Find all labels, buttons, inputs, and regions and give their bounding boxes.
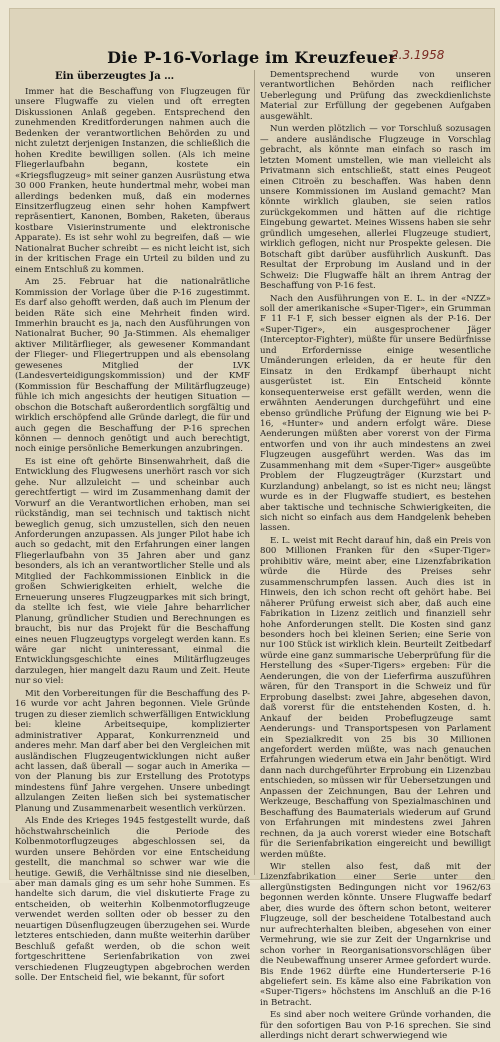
paragraph: Mit den Vorbereitungen für die Beschaffung des P-16 wurde vor acht Jahren begonnen. Viele Gründe trugen zu dieser ziemlich schwerfälligen Entwicklung bei: kleine Arbeitsequipe, komplizierter administrativer Apparat, Konkurrenzneid und anderes mehr. Man darf aber bei den Vergleichen mit ausländischen Flugzeugentwicklungen nicht außer acht lassen, daß überall — sogar auch in Amerika — von der Planung bis zur Erstellung des Prototyps mindestens fünf Jahre vergehen. Unsere unbedingt allzulangen Zeiten ließen sich bei systematischer Planung und Zusammenarbeit wesentlich verkürzen.	[15, 688, 250, 814]
paragraph: Es sind aber noch weitere Gründe vorhanden, die für den sofortigen Bau von P-16 sprechen. Sie sind allerdings nicht derart schwerwiegend wie	[260, 1010, 491, 1042]
paragraph: Wir stellen also fest, daß mit der Lizenzfabrikation einer Serie unter den allergünstigsten Bedingungen nicht vor 1962/63 begonnen werden könnte. Unsere Flugwaffe bedarf aber, dies wurde des öftern schon betont, weiterer Flugzeuge, soll der bescheidene Totalbestand auch nur aufrechterhalten bleiben, abgesehen von einer Vermehrung, wie sie zur Zeit der Ungarnkrise und schon vorher in Reorganisationsvorschlägen über die Neubewaffnung unserer Armee gefordert wurde. Bis Ende 1962 dürfte eine Hunderterserie P-16 abgeliefert sein. Es käme also eine Fabrikation von «Super-Tigers» höchstens im Anschluß an die P-16 in Betracht.	[260, 861, 491, 1008]
column-divider	[254, 70, 255, 875]
article-headline: Die P-16-Vorlage im Kreuzfeuer	[107, 48, 397, 67]
paragraph: Nach den Ausführungen von E. L. in der «NZZ» soll der amerikanische «Super-Tiger», ein Grumman F 11 F-1 F, sich besser eignen als der P-16. Der «Super-Tiger», ein ausgesprochener Jäger (Interceptor-Fighter), müßte für unsere Bedürfnisse und Erfordernisse einige wesentliche Umänderungen erleiden, da er heute für den Einsatz in den Erdkampf überhaupt nicht ausgerüstet ist. Ein Entscheid könnte konsequenterweise erst gefällt werden, wenn die erwähnten Aenderungen durchgeführt und eine ebenso gründliche Prüfung der Eignung wie bei P-16, «Hunter» und andern erfolgt wäre. Diese Aenderungen müßten aber vorerst von der Firma entworfen und von ihr auch mindestens an zwei Flugzeugen ausgeführt werden. Was das im Zusammenhang mit dem «Super-Tiger» ausgeübte Problem der Flugzeugträger (Kurzstart und Kurzlandung) anbelangt, so ist es nicht neu; längst wurde es in der Flugwaffe studiert, es bestehen aber taktische und technische Schwierigkeiten, die sich nicht so einfach aus dem Handgelenk beheben lassen.	[260, 293, 491, 534]
paragraph: E. L. weist mit Recht darauf hin, daß ein Preis von 800 Millionen Franken für den «Super-Tiger» prohibitiv wäre, meint aber, eine Lizenzfabrikation würde die Hürde des Preises sehr zusammenschrumpfen lassen. Auch dies ist in Hinweis, den ich schon recht oft gehört habe. Bei näherer Prüfung erweist sich aber, daß auch eine Fabrikation in Lizenz zeitlich und finanziell sehr hohe Anforderungen stellt. Die Kosten sind ganz besonders hoch bei kleinen Serien; eine Serie von nur 100 Stück ist wirklich klein. Beurteilt Zeitbedarf würde eine ganz summarische Ueberprüfung für die Herstellung des «Super-Tigers» ergeben: Für die Aenderungen, die von der Lieferfirma auszuführen wären, für den Transport in die Schweiz und für Erprobung daselbst: zwei Jahre, abgesehen davon, daß vorerst für die entstehenden Kosten, d. h. Ankauf der beiden Probeflugzeuge samt Aenderungs- und Transportspesen von Parlament ein Spezialkredit von 25 bis 30 Millionen angefordert werden müßte, was nach genauchen Erfahrungen wiederum etwa ein Jahr benötigt. Wird dann nach durchgeführter Erprobung ein Lizenzbau entschieden, so müssen wir für Uebersetzungen und Anpassen der Zeichnungen, Bau der Lehren und Werkzeuge, Beschaffung von Spezialmaschinen und Beschaffung des Baumaterials wiederum auf Grund von Erfahrungen mit mindestens zwei Jahren rechnen, da ja auch vorerst wieder eine Botschaft für die Serienfabrikation eingereicht und bewilligt werden müßte.	[260, 535, 491, 860]
paragraph: Nun werden plötzlich — vor Torschluß sozusagen — andere ausländische Flugzeuge in Vorschlag gebracht, als könnte man einfach so rasch im letzten Moment umstellen, wie man vielleicht als Privatmann sich entschließt, statt eines Peugeot einen Citroën zu beschaffen. Was haben denn unsere Kommissionen im Ausland gemacht? Man könnte wirklich glauben, sie seien ratlos zurückgekommen und hätten auf die richtige Eingebung gewartet. Meines Wissens haben sie sehr gründlich umgesehen, allerlei Flugzeuge studiert, wirklich geflogen, nicht nur Prospekte gelesen. Die Botschaft gibt darüber ausführlich Auskunft. Das Resultat der Erprobung im Ausland und in der Schweiz: Die Flugwaffe hält an ihrem Antrag der Beschaffung von P-16 fest.	[260, 124, 491, 292]
handwritten-date: 2.3.1958	[391, 48, 445, 62]
right-column	[260, 70, 491, 1042]
paragraph: Am 25. Februar hat die nationalrätliche Kommission der Vorlage über die P-16 zugestimmt. Es darf also gehofft werden, daß auch im Plenum der beiden Räte sich eine Mehrheit finden wird. Immerhin braucht es ja, nach den Ausführungen von Nationalrat Bucher, 90 Ja-Stimmen. Als ehemaliger aktiver Militärflieger, als gewesener Kommandant der Flieger- und Fliegertruppen und als ebensolang gewesenes Mitglied der LVK (Landesverteidigungskommission) und der KMF (Kommission für Beschaffung der Militärflugzeuge) fühle ich mich angesichts der heutigen Situation — obschon die Botschaft außerordentlich sorgfältig und wirklich erschöpfend alle Gründe darlegt, die für und auch gegen die Beschaffung der P-16 sprechen können — dennoch genötigt und auch berechtigt, noch einige persönliche Bemerkungen anzubringen.	[15, 277, 250, 455]
article-subhead: Ein überzeugtes Ja …	[55, 71, 175, 82]
newspaper-clipping	[9, 8, 495, 1042]
paragraph: Als Ende des Krieges 1945 festgestellt wurde, daß höchstwahrscheinlich die Periode des Kolbenmotorflugzeuges abgeschlossen sei, da wurden unsere Behörden vor eine Entscheidung gestellt, die manchmal so schwer war wie die heutige. Gewiß, die Verhältnisse sind nie dieselben, aber man damals ging es um sehr hohe Summen. Es handelte sich darum, die viel diskutierte Frage zu entscheiden, ob weiterhin Kolbenmotorflugzeuge verwendet werden sollten oder ob besser zu den neuartigen Düsenflugzeugen überzugehen sei. Wurde letzteres entschieden, dann mußte weiterhin darüber Beschluß gefaßt werden, ob die schon weit fortgeschrittene Serienfabrikation von zwei verschiedenen Flugzeugtypen abgebrochen werden solle. Der Entscheid fiel, wie bekannt, für sofort	[15, 816, 250, 984]
paragraph: Immer hat die Beschaffung von Flugzeugen für unsere Flugwaffe zu vielen und oft erregten Diskussionen Anlaß gegeben. Entsprechend den zunehmenden Kreditforderungen nahmen auch die Bedenken der verantwortlichen Behörden zu und nicht zuletzt derjenigen Instanzen, die schließlich die hohen Kredite bewilligen sollen. (Als ich meine Fliegerlaufbahn begann, kostete ein «Kriegsflugzeug» mit seiner ganzen Ausrüstung etwa 30 000 Franken, heute hundertmal mehr, wobei man allerdings bedenken muß, daß ein modernes Einsitzerflugzeug einen sehr hohen Kampfwert repräsentiert, Kanonen, Bomben, Raketen, überaus kostbare Visierinstrumente und elektronische Apparate). Es ist sehr wohl zu begreifen, daß — wie Nationalrat Bucher schreibt — es nicht leicht ist, sich in der kritischen Frage ein Urteil zu bilden und zu einem Entschluß zu kommen.	[15, 87, 250, 275]
left-column	[15, 70, 250, 984]
paragraph: Dementsprechend wurde von unseren verantwortlichen Behörden nach reiflicher Ueberlegung und Prüfung das zweckdienlichste Material zur Erfüllung der gegebenen Aufgaben ausgewählt.	[260, 70, 491, 122]
paragraph: Es ist eine oft gehörte Binsenwahrheit, daß die Entwicklung des Flugwesens unerhört rasch vor sich gehe. Nur allzuleicht — und scheinbar auch gerechtfertigt — wird im Zusammenhang damit der Vorwurf an die Verantwortlichen erhoben, man sei rückständig, man sei technisch und taktisch nicht beweglich genug, sich umzustellen, sich den neuen Anforderungen anzupassen. Als junger Pilot habe ich auch so gedacht, mit den Erfahrungen einer langen Fliegerlaufbahn von 35 Jahren aber und ganz besonders, als ich an verantwortlicher Stelle und als Mitglied der Fachkommissionen Einblick in die großen Schwierigkeiten erhielt, welche die Erneuerung unseres Flugzeugparkes mit sich bringt, da stellte ich fest, wie viele Jahre beharrlicher Planung, gründlicher Studien und Berechnungen es braucht, bis nur das Projekt für die Beschaffung eines neuen Flugzeugtyps vorgelegt werden kann. Es wäre gar nicht uninteressant, einmal die Entwicklungsgeschichte eines Militärflugzeuges darzulegen, hier mangelt dazu Raum und Zeit. Heute nur so viel:	[15, 456, 250, 687]
